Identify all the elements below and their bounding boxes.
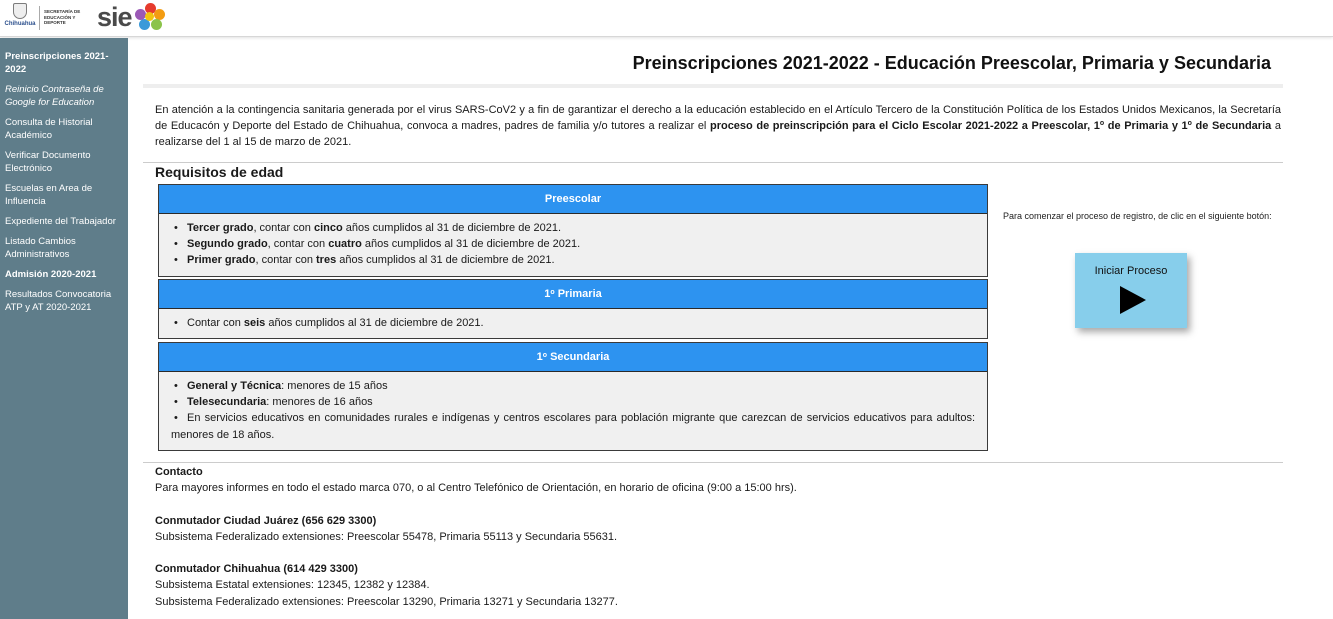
- requirements-title: Requisitos de edad: [155, 164, 284, 180]
- juarez-phone-title: Conmutador Ciudad Juárez (656 629 3300): [155, 514, 377, 527]
- chihuahua-phone-title: Conmutador Chihuahua (614 429 3300): [155, 563, 358, 576]
- list-item: • Tercer grado, contar con cinco años cumplidos al 31 de diciembre de 2021.: [171, 220, 975, 236]
- sidebar-item-reinicio-contrasena[interactable]: Reinicio Contraseña de Google for Education: [5, 84, 104, 108]
- iniciar-proceso-button[interactable]: [1075, 253, 1187, 328]
- sidebar: [0, 38, 128, 619]
- juarez-extensions: Subsistema Federalizado extensiones: Preescolar 55478, Primaria 55113 y Secundaria 55631.: [155, 530, 618, 543]
- preescolar-header: Preescolar: [159, 185, 987, 214]
- start-panel: [1003, 208, 1276, 277]
- primaria-list: [159, 309, 987, 338]
- header-divider: [39, 6, 40, 30]
- secundaria-box: [158, 342, 988, 451]
- primaria-box: [158, 279, 988, 339]
- section-divider: [143, 162, 1283, 163]
- sidebar-item-preinscripciones[interactable]: Preinscripciones 2021-2022: [5, 51, 109, 75]
- sidebar-item-cambios-administrativos[interactable]: Listado Cambios Administrativos: [5, 236, 76, 260]
- flower-icon: [134, 3, 166, 31]
- start-instructions: Para comenzar el proceso de registro, de clic en el siguiente botón:: [1003, 211, 1272, 221]
- sidebar-item-resultados-atp[interactable]: Resultados Convocatoria ATP y AT 2020-2021: [5, 289, 112, 313]
- sidebar-item-verificar-documento[interactable]: Verificar Documento Electrónico: [5, 150, 91, 174]
- list-item: • Contar con seis años cumplidos al 31 de diciembre de 2021.: [171, 315, 975, 331]
- secretaria-label: SECRETARÍA DE EDUCACIÓN Y DEPORTE: [44, 9, 81, 25]
- sidebar-item-admision[interactable]: Admisión 2020-2021: [5, 269, 97, 280]
- list-item: • Telesecundaria: menores de 16 años: [171, 394, 975, 410]
- title-divider: [143, 84, 1283, 88]
- intro-paragraph: En atención a la contingencia sanitaria generada por el virus SARS-CoV2 y a fin de garantizar el derecho a la educación establecido en el Artículo Tercero de la Constitución Política de los Estados Unidos Mexicanos, la Secretaría de Educacón y Deporte del Estado de Chihuahua, convoca a madres, padres de familia y/o tutores a realizar el proceso de preinscripción para el Ciclo Escolar 2021-2022 a Preescolar, 1$^o$ de Primaria y 1$^o$ de Secundaria a realizarse del 1 al 15 de marzo de 2021.: [155, 104, 1281, 149]
- secundaria-header: 1$^o$ Secundaria: [159, 343, 987, 372]
- sidebar-item-escuelas-influencia[interactable]: Escuelas en Area de Influencia: [5, 183, 93, 207]
- chihuahua-federalizado-extensions: Subsistema Federalizado extensiones: Preescolar 13290, Primaria 13271 y Secundaria 13277.: [155, 595, 618, 608]
- play-icon: [1120, 286, 1146, 314]
- sidebar-item-historial-academico[interactable]: Consulta de Historial Académico: [5, 117, 93, 141]
- contact-info: Para mayores informes en todo el estado marca 070, o al Centro Telefónico de Orientación, en horario de oficina (9:00 a 15:00 hrs).: [155, 482, 797, 495]
- preescolar-box: [158, 184, 988, 277]
- sie-brand-text: sie: [97, 1, 132, 32]
- sidebar-item-expediente-trabajador[interactable]: Expediente del Trabajador: [5, 216, 116, 227]
- primaria-header: 1$^o$ Primaria: [159, 280, 987, 309]
- top-header: [0, 0, 1333, 37]
- contact-section: [155, 464, 1275, 610]
- list-item: • Primer grado, contar con tres años cumplidos al 31 de diciembre de 2021.: [171, 252, 975, 268]
- list-item: • General y Técnica: menores de 15 años: [171, 378, 975, 394]
- page-title: Preinscripciones 2021-2022 - Educación Preescolar, Primaria y Secundaria: [632, 53, 1271, 73]
- secundaria-list: [159, 372, 987, 450]
- list-item: • En servicios educativos en comunidades rurales e indígenas y centros escolares para población migrante que carezcan de servicios educativos para adultos: menores de 18 años.: [171, 410, 975, 442]
- sie-logo[interactable]: [97, 1, 166, 33]
- preescolar-list: [159, 214, 987, 276]
- list-item: • Segundo grado, contar con cuatro años cumplidos al 31 de diciembre de 2021.: [171, 236, 975, 252]
- contact-divider: [143, 462, 1283, 463]
- iniciar-proceso-label: Iniciar Proceso: [1094, 265, 1168, 277]
- shield-icon: [13, 3, 27, 19]
- contact-title: Contacto: [155, 466, 203, 478]
- chihuahua-estatal-extensions: Subsistema Estatal extensiones: 12345, 12382 y 12384.: [155, 579, 430, 592]
- chihuahua-logo[interactable]: Chihuahua: [5, 3, 35, 33]
